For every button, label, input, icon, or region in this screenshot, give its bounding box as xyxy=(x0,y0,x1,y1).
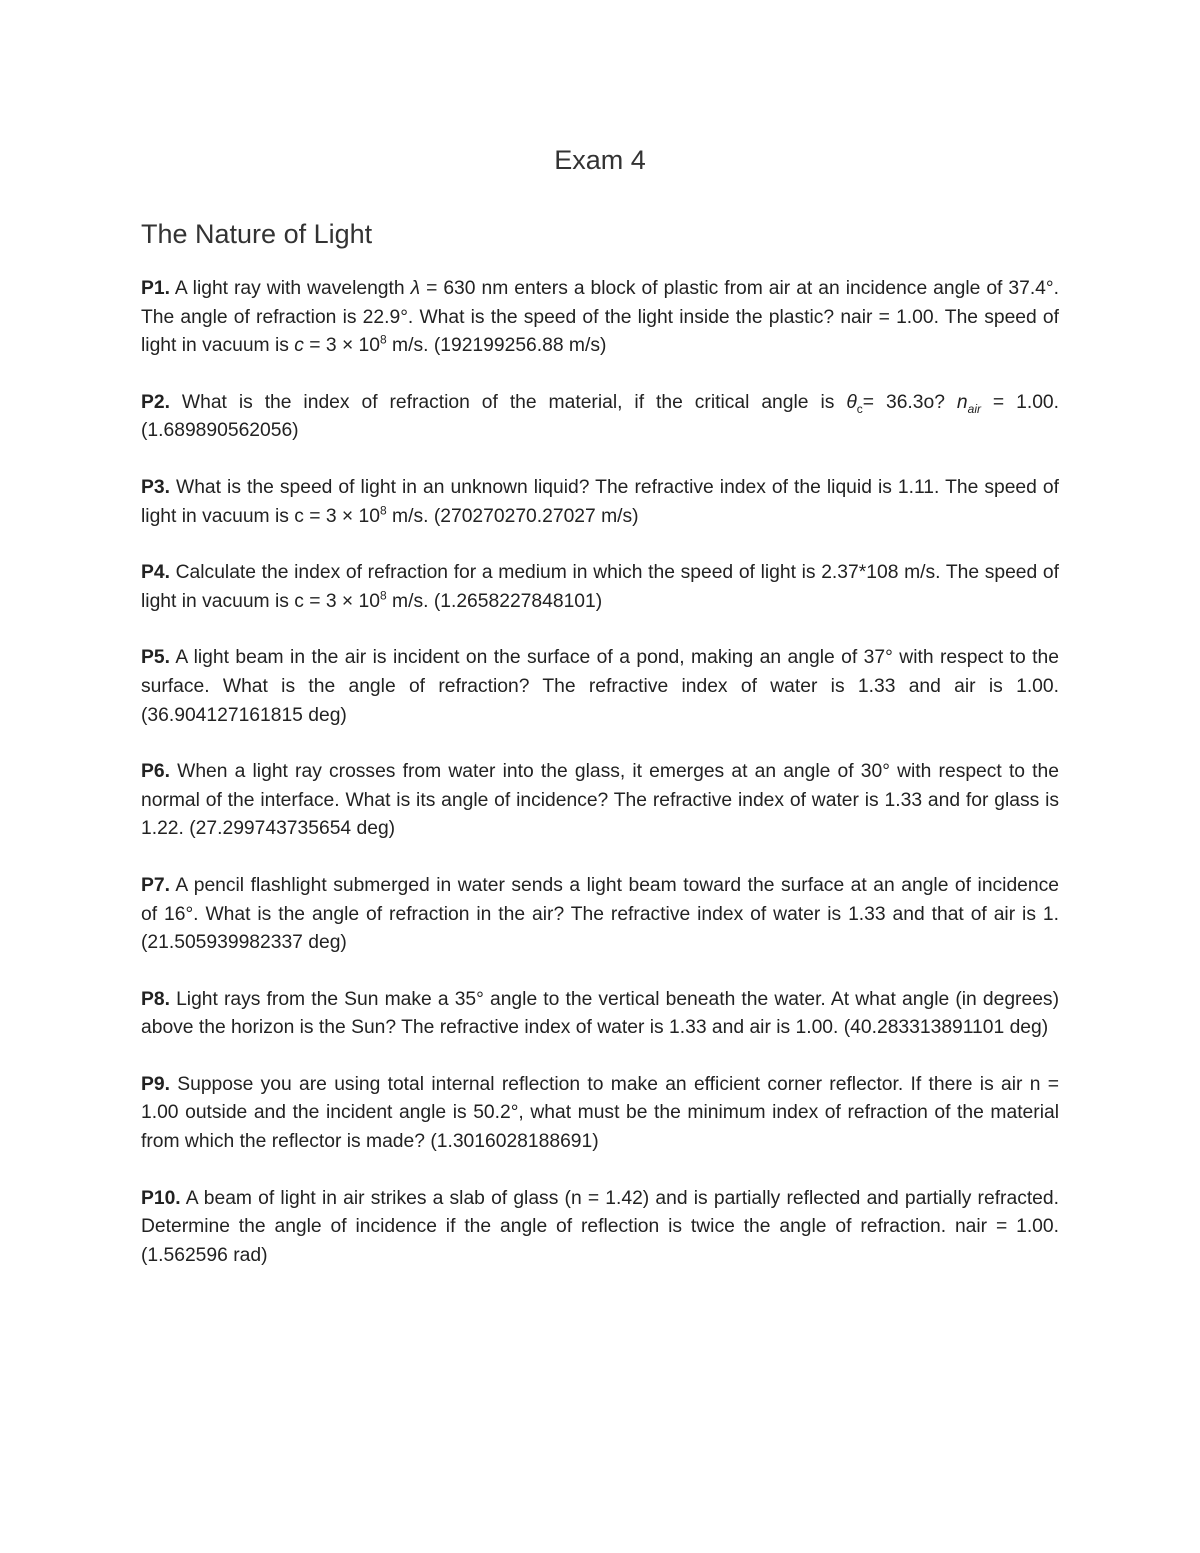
problem-number: P9. xyxy=(141,1073,170,1095)
problem-text: A light ray with wavelength xyxy=(169,278,411,299)
problem-text: Calculate the index of refraction for a medium in which the speed of light is 2.37*108 m/s. The speed of light in vacuum is c = 3 × 10 xyxy=(141,562,1059,612)
problem-6 xyxy=(141,758,1059,844)
problem-number: P2. xyxy=(141,391,170,413)
problem-number: P10. xyxy=(141,1187,181,1209)
problem-number: P3. xyxy=(141,476,170,498)
problem-4 xyxy=(141,559,1059,616)
theta-subscript: c xyxy=(856,401,863,416)
problem-text: = 36.3o? xyxy=(862,391,957,413)
document-title: Exam 4 xyxy=(554,145,646,175)
problem-text: m/s. (1.2658227848101) xyxy=(386,590,603,612)
exponent: 8 xyxy=(380,588,387,603)
speed-symbol: c xyxy=(294,335,304,357)
problem-10 xyxy=(141,1185,1059,1271)
problem-text: A light beam in the air is incident on the surface of a pond, making an angle of 37° with respect to the surface. What is the angle of refraction? The refractive index of water is 1.33 and air is 1.00. (36.904127161815 deg) xyxy=(141,647,1059,726)
problem-list xyxy=(141,275,1059,1270)
problem-number: P7. xyxy=(141,874,170,896)
problem-9 xyxy=(141,1071,1059,1157)
problem-2 xyxy=(141,389,1059,446)
problem-text: = 630 nm enters a block of plastic from air at an incidence angle of 37.4°. The angle of refraction is 22.9°. What is the speed of the light inside the plastic? nair = 1.00. The speed of light in vacuum is xyxy=(141,278,1059,357)
lambda-symbol: λ xyxy=(410,278,421,299)
problem-text: A beam of light in air strikes a slab of glass (n = 1.42) and is partially reflected and partially refracted. Determine the angle of incidence if the angle of reflection is twice the angle of refraction. nair = 1.00. (1.562596 rad) xyxy=(141,1187,1059,1266)
problem-text: Light rays from the Sun make a 35° angle to the vertical beneath the water. At what angle (in degrees) above the horizon is the Sun? The refractive index of water is 1.33 and air is 1.00. (40.283313891101 deg) xyxy=(141,988,1059,1039)
problem-5 xyxy=(141,644,1059,730)
problem-number: P5. xyxy=(141,647,170,669)
problem-text: m/s. (192199256.88 m/s) xyxy=(386,335,607,357)
section-title: The Nature of Light xyxy=(141,219,373,249)
document-page xyxy=(141,140,1059,1298)
problem-number: P8. xyxy=(141,988,170,1010)
problem-text: A pencil flashlight submerged in water sends a light beam toward the surface at an angle of incidence of 16°. What is the angle of refraction in the air? The refractive index of water is 1.33 and that of air is 1. (21.505939982337 deg) xyxy=(141,874,1059,954)
problem-number: P1. xyxy=(141,278,170,299)
problem-1 xyxy=(141,275,1059,361)
problem-text: What is the speed of light in an unknown liquid? The refractive index of the liquid is 1.11. The speed of light in vacuum is c = 3 × 10 xyxy=(141,476,1059,527)
problem-text: = 1.00. (1.689890562056) xyxy=(141,391,1060,442)
problem-text: m/s. (270270270.27027 m/s) xyxy=(386,505,639,527)
problem-text: What is the index of refraction of the material, if the critical angle is xyxy=(169,391,847,413)
n-symbol: n xyxy=(956,391,968,413)
problem-text: When a light ray crosses from water into the glass, it emerges at an angle of 30° with respect to the normal of the interface. What is its angle of incidence? The refractive index of water is 1.33 and for glass is 1.22. (27.299743735654 deg) xyxy=(141,761,1059,840)
problem-text: Suppose you are using total internal reflection to make an efficient corner reflector. If there is air n = 1.00 outside and the incident angle is 50.2°, what must be the minimum index of refraction of the material from which the reflector is made? (1.3016028188691) xyxy=(141,1073,1059,1153)
problem-7 xyxy=(141,872,1059,958)
problem-3 xyxy=(141,474,1059,531)
exponent: 8 xyxy=(380,332,387,347)
theta-symbol: θ xyxy=(846,391,857,413)
problem-text: = 3 × 10 xyxy=(303,335,381,357)
exponent: 8 xyxy=(380,503,387,518)
problem-8 xyxy=(141,986,1059,1043)
problem-number: P4. xyxy=(141,562,170,584)
problem-number: P6. xyxy=(141,761,170,783)
n-subscript: air xyxy=(967,401,981,416)
